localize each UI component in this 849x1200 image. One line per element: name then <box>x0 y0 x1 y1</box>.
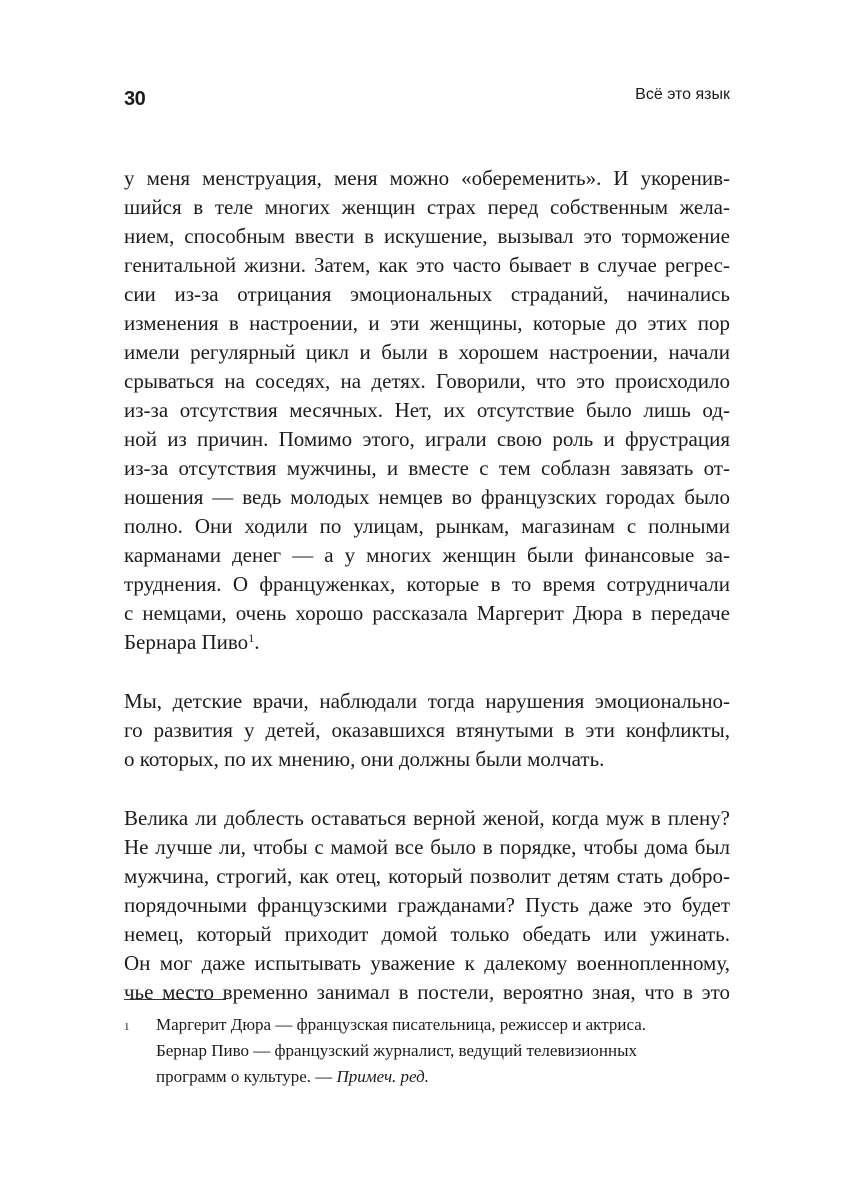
footnote-divider <box>124 999 226 1000</box>
editor-note: Примеч. ред. <box>336 1067 430 1086</box>
text-line: с немцами, очень хорошо рассказала Маргерит Дюра в передаче <box>124 601 730 625</box>
paragraph-1 <box>124 164 730 657</box>
text-line: полно. Они ходили по улицам, рынкам, магазинам с полными <box>124 514 730 538</box>
footnote <box>124 1012 730 1090</box>
body-text <box>124 164 730 1007</box>
footnote-line: Маргерит Дюра — французская писательница, режиссер и актриса. <box>156 1015 647 1034</box>
text-line: из-за отсутствия месячных. Нет, их отсутствие было лишь од- <box>124 398 730 422</box>
text-line: Мы, детские врачи, наблюдали тогда нарушения эмоционально- <box>124 689 730 713</box>
text-line: генитальной жизни. Затем, как это часто бывает в случае регрес- <box>124 253 730 277</box>
text-line: Бернара Пиво$^1$. <box>124 630 260 654</box>
text-line: о которых, по их мнению, они должны были молчать. <box>124 747 605 771</box>
footnote-line-content: программ о культуре. — <box>156 1067 337 1086</box>
paragraph-2 <box>124 687 730 774</box>
footnote-marker: 1 <box>124 1021 130 1033</box>
footnote-line <box>156 1064 730 1090</box>
text-line: немец, который приходит домой только обедать или ужинать. <box>124 922 730 946</box>
text-line: Не лучше ли, чтобы с мамой все было в порядке, чтобы дома был <box>124 835 730 859</box>
text-line: го развития у детей, оказавшихся втянутыми в эти конфликты, <box>124 718 730 742</box>
text-line: шийся в теле многих женщин страх перед собственным жела- <box>124 195 730 219</box>
footnote-line: Бернар Пиво — французский журналист, ведущий телевизионных <box>156 1041 638 1060</box>
text-line: Велика ли доблесть оставаться верной женой, когда муж в плену? <box>124 806 730 830</box>
text-line: порядочными французскими гражданами? Пусть даже это будет <box>124 893 730 917</box>
text-line: чье место временно занимал в постели, вероятно зная, что в это <box>124 980 730 1004</box>
text-line: сии из-за отрицания эмоциональных страданий, начинались <box>124 282 730 306</box>
text-line: нием, способным ввести в искушение, вызывал это торможение <box>124 224 730 248</box>
running-title: Всё это язык <box>635 86 730 103</box>
footnote-body <box>156 1012 730 1090</box>
page-number: 30 <box>124 88 146 110</box>
text-line-content: Бернара Пиво <box>124 630 249 654</box>
text-line: ношения — ведь молодых немцев во французских городах было <box>124 485 730 509</box>
paragraph-3 <box>124 804 730 1007</box>
text-line: срываться на соседях, на детях. Говорили, что это происходило <box>124 369 730 393</box>
text-line: изменения в настроении, и эти женщины, которые до этих пор <box>124 311 730 335</box>
page-header <box>124 84 730 114</box>
text-line: ной из причин. Помимо этого, играли свою роль и фрустрация <box>124 427 730 451</box>
text-line: из-за отсутствия мужчины, и вместе с тем соблазн завязать от- <box>124 456 730 480</box>
text-line: труднения. О француженках, которые в то время сотрудничали <box>124 572 730 596</box>
footnote-reference[interactable]: 1 <box>248 631 255 645</box>
text-line: мужчина, строгий, как отец, который позволит детям стать добро- <box>124 864 730 888</box>
text-line: карманами денег — а у многих женщин были финансовые за- <box>124 543 730 567</box>
text-line: Он мог даже испытывать уважение к далекому военнопленному, <box>124 951 730 975</box>
text-line: имели регулярный цикл и были в хорошем настроении, начали <box>124 340 730 364</box>
text-line: у меня менструация, меня можно «обеременить». И укоренив- <box>124 166 730 190</box>
